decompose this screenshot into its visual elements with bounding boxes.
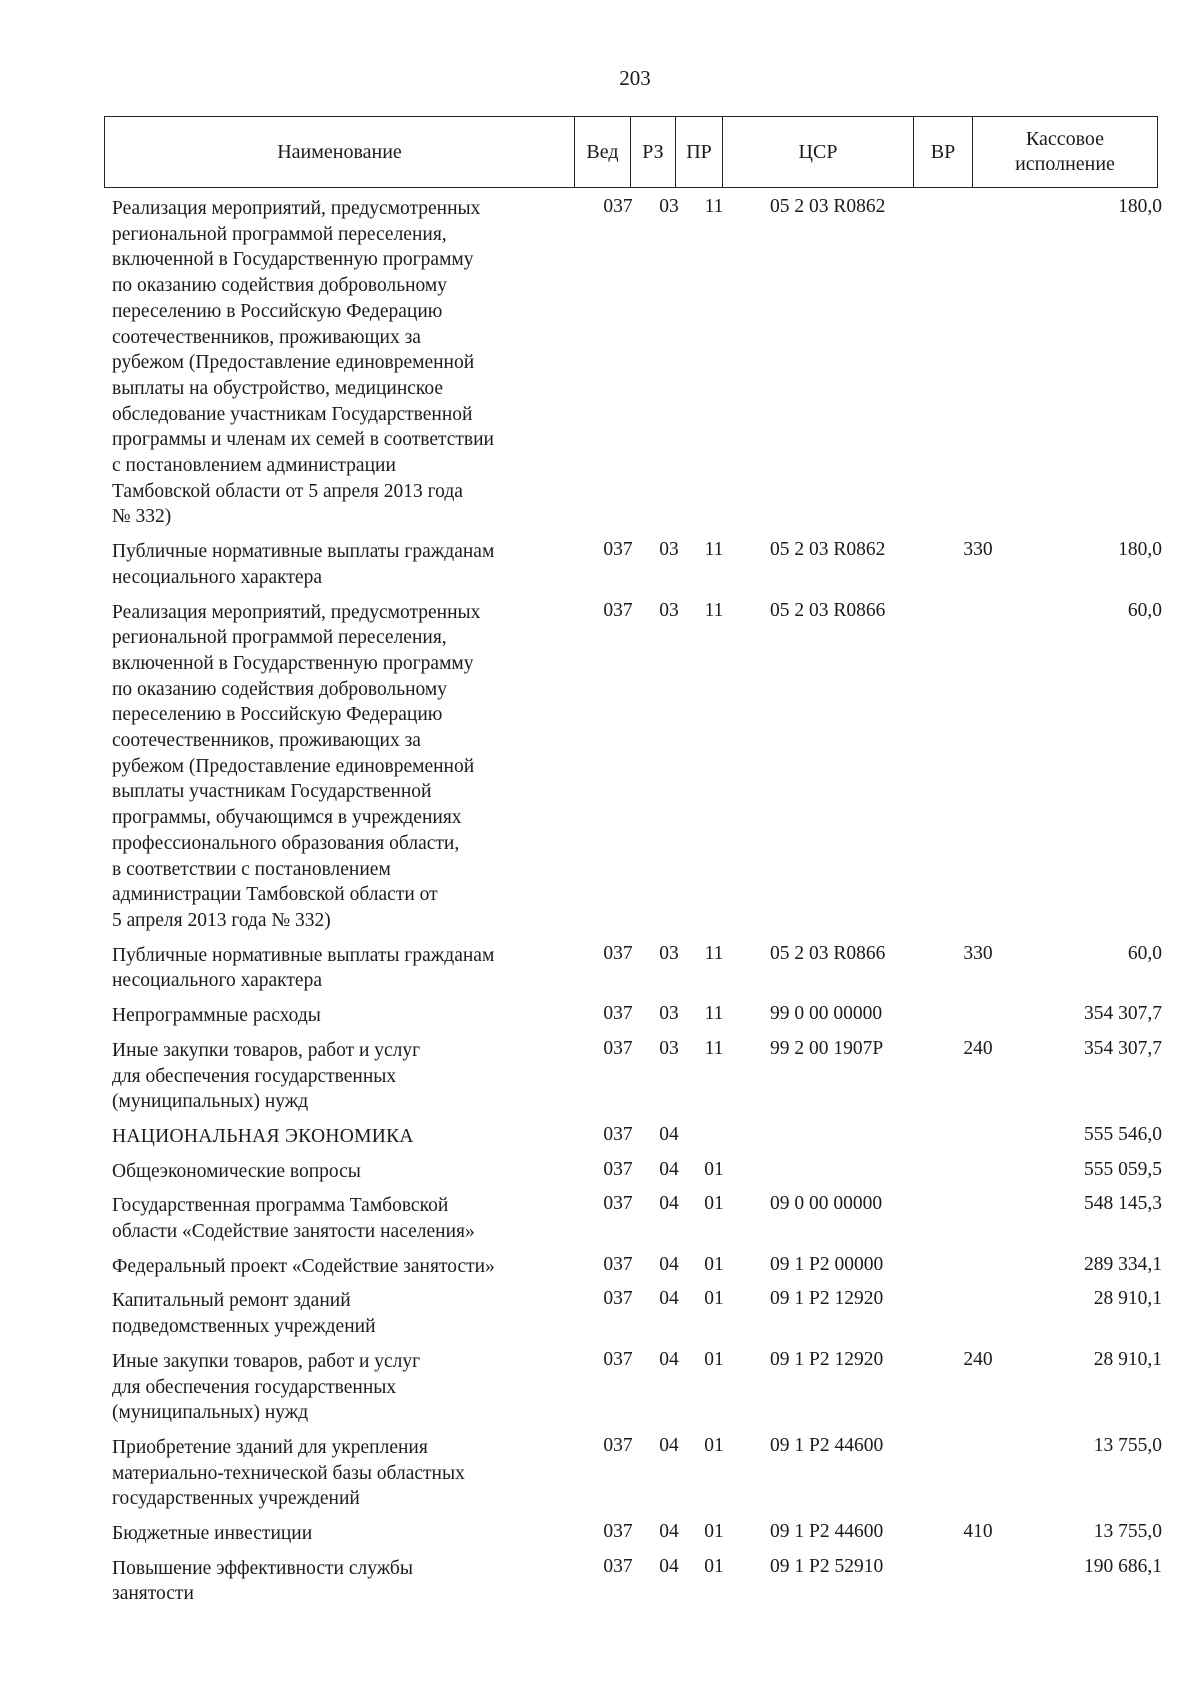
cell-vr: 330 [963, 539, 993, 561]
cell-ved: 037 [603, 1253, 633, 1275]
cell-ved: 037 [603, 942, 633, 964]
table-row [112, 600, 1162, 943]
table-row [112, 1038, 1162, 1124]
cell-sum: 28 910,1 [1093, 1348, 1162, 1370]
cell-pr: 01 [704, 1555, 724, 1577]
cell-csr: 09 1 Р2 44600 [770, 1434, 884, 1456]
cell-vr: 330 [963, 942, 993, 964]
row-name: Публичные нормативные выплаты гражданам несоциального характера [112, 944, 495, 992]
cell-pr: 11 [704, 942, 724, 964]
table-header [104, 116, 1158, 188]
cell-pr: 11 [704, 599, 724, 621]
cell-ved: 037 [603, 1193, 633, 1215]
cell-csr: 05 2 03 R0866 [770, 942, 886, 964]
column-header-vr: ВР [914, 117, 973, 187]
cell-sum: 555 546,0 [1084, 1123, 1162, 1145]
table-row [112, 1124, 1162, 1159]
cell-sum: 13 755,0 [1093, 1521, 1162, 1543]
cell-rz: 04 [659, 1123, 679, 1145]
table-row [112, 943, 1162, 1003]
row-name: Непрограммные расходы [112, 1005, 321, 1027]
row-name: Повышение эффективности службы занятости [112, 1557, 413, 1605]
row-name: Федеральный проект «Содействие занятости» [112, 1255, 495, 1277]
cell-ved: 037 [603, 196, 633, 217]
cell-rz: 04 [659, 1158, 679, 1180]
cell-ved: 037 [603, 1158, 633, 1180]
cell-ved: 037 [603, 1123, 633, 1145]
cell-ved: 037 [603, 1348, 633, 1370]
column-header-csr: ЦСР [723, 117, 914, 187]
cell-rz: 03 [659, 942, 679, 964]
row-name: Иные закупки товаров, работ и услуг для обеспечения государственных (муниципальных) нужд [112, 1350, 421, 1424]
section-heading: НАЦИОНАЛЬНАЯ ЭКОНОМИКА [112, 1125, 414, 1147]
cell-rz: 03 [659, 599, 679, 621]
cell-csr: 99 0 00 00000 [770, 1003, 883, 1025]
table-row [112, 196, 1162, 539]
cell-ved: 037 [603, 1521, 633, 1543]
cell-sum: 60,0 [1127, 599, 1162, 621]
row-name: Приобретение зданий для укрепления материально-технической базы областных государственных учреждений [112, 1436, 465, 1510]
cell-sum: 555 059,5 [1084, 1158, 1162, 1180]
cell-rz: 03 [659, 1003, 679, 1025]
column-header-sum: Кассовое исполнение [1015, 128, 1115, 175]
cell-sum: 180,0 [1118, 196, 1162, 217]
cell-ved: 037 [603, 539, 633, 561]
cell-csr: 05 2 03 R0862 [770, 196, 886, 217]
cell-sum: 289 334,1 [1084, 1253, 1162, 1275]
cell-csr: 09 1 Р2 12920 [770, 1348, 884, 1370]
row-name: Общеэкономические вопросы [112, 1160, 361, 1182]
cell-csr: 09 1 Р2 12920 [770, 1288, 884, 1310]
cell-rz: 04 [659, 1434, 679, 1456]
table-row [112, 1003, 1162, 1038]
cell-pr: 01 [704, 1193, 724, 1215]
cell-csr: 09 0 00 00000 [770, 1193, 883, 1215]
cell-ved: 037 [603, 1288, 633, 1310]
cell-rz: 04 [659, 1288, 679, 1310]
row-name: Реализация мероприятий, предусмотренных региональной программой переселения, включенной в Государственную программу по оказанию содействия добровольному переселению в Российскую Федерацию соотечественников, проживающих за рубежом (Предоставление единовременной выплаты участникам Государственной программы, обучающимся в учреждениях профессионального образования области, в соответствии с постановлением администрации Тамбовской области от 5 апреля 2013 года № 332) [112, 601, 481, 931]
cell-sum: 60,0 [1127, 942, 1162, 964]
cell-rz: 03 [659, 539, 679, 561]
cell-pr: 01 [704, 1288, 724, 1310]
cell-vr: 240 [963, 1037, 993, 1059]
table-row [112, 1288, 1162, 1348]
cell-vr: 410 [963, 1521, 993, 1543]
cell-csr: 05 2 03 R0866 [770, 599, 886, 621]
cell-csr: 09 1 Р2 52910 [770, 1555, 884, 1577]
cell-sum: 28 910,1 [1093, 1288, 1162, 1310]
table-row [112, 1521, 1162, 1556]
row-name: Государственная программа Тамбовской области «Содействие занятости населения» [112, 1195, 475, 1243]
column-header-rz: РЗ [631, 117, 676, 187]
cell-pr: 01 [704, 1521, 724, 1543]
cell-pr: 01 [704, 1434, 724, 1456]
cell-rz: 04 [659, 1348, 679, 1370]
row-name: Публичные нормативные выплаты гражданам несоциального характера [112, 541, 495, 588]
cell-pr: 01 [704, 1348, 724, 1370]
cell-rz: 04 [659, 1253, 679, 1275]
cell-ved: 037 [603, 1037, 633, 1059]
cell-sum: 354 307,7 [1084, 1037, 1162, 1059]
column-header-pr: ПР [676, 117, 723, 187]
table-row [112, 1254, 1162, 1289]
cell-pr: 01 [704, 1158, 724, 1180]
cell-ved: 037 [603, 1555, 633, 1577]
cell-rz: 04 [659, 1193, 679, 1215]
cell-sum: 13 755,0 [1093, 1434, 1162, 1456]
cell-pr: 01 [704, 1253, 724, 1275]
cell-csr: 05 2 03 R0862 [770, 539, 886, 561]
row-name: Реализация мероприятий, предусмотренных региональной программой переселения, включенной в Государственную программу по оказанию содействия добровольному переселению в Российскую Федерацию соотечественников, проживающих за рубежом (Предоставление единовременной выплаты на обустройство, медицинское обследование участникам Государственной программы и членам их семей в соответствии с постановлением администрации Тамбовской области от 5 апреля 2013 года № 332) [112, 198, 494, 528]
cell-ved: 037 [603, 599, 633, 621]
table-row [112, 1556, 1162, 1616]
cell-sum: 190 686,1 [1084, 1555, 1162, 1577]
cell-pr: 11 [704, 1003, 724, 1025]
table-body [112, 196, 1162, 1616]
column-header-ved: Вед [575, 117, 631, 187]
table-row [112, 1349, 1162, 1435]
cell-csr: 09 1 Р2 00000 [770, 1253, 884, 1275]
cell-rz: 03 [659, 196, 679, 217]
column-header-name: Наименование [105, 117, 575, 187]
cell-ved: 037 [603, 1003, 633, 1025]
cell-csr: 09 1 Р2 44600 [770, 1521, 884, 1543]
row-name: Бюджетные инвестиции [112, 1523, 313, 1545]
table-row [112, 1435, 1162, 1521]
table-row [112, 1159, 1162, 1194]
cell-sum: 180,0 [1118, 539, 1162, 561]
cell-ved: 037 [603, 1434, 633, 1456]
cell-pr: 11 [704, 539, 724, 561]
row-name: Капитальный ремонт зданий подведомственных учреждений [112, 1290, 376, 1338]
cell-sum: 354 307,7 [1084, 1003, 1162, 1025]
cell-pr: 11 [704, 1037, 724, 1059]
cell-rz: 03 [659, 1037, 679, 1059]
cell-rz: 04 [659, 1555, 679, 1577]
row-name: Иные закупки товаров, работ и услуг для обеспечения государственных (муниципальных) нужд [112, 1039, 421, 1113]
table-row [112, 539, 1162, 599]
cell-rz: 04 [659, 1521, 679, 1543]
cell-pr: 11 [704, 196, 724, 217]
cell-vr: 240 [963, 1348, 993, 1370]
table-row [112, 1193, 1162, 1253]
page-number: 203 [619, 66, 651, 90]
cell-sum: 548 145,3 [1084, 1193, 1162, 1215]
cell-csr: 99 2 00 1907Р [770, 1037, 884, 1059]
